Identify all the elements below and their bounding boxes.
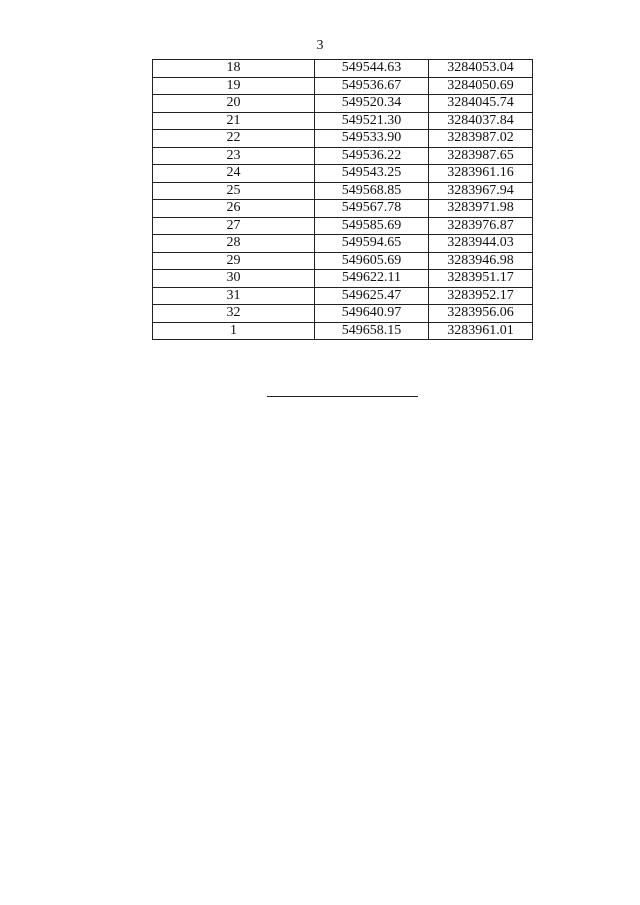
point-number-cell: 30 [153,270,315,288]
y-coordinate-cell: 3283987.02 [429,130,533,148]
table-row [153,217,533,235]
y-coordinate-cell: 3283987.65 [429,147,533,165]
table-row [153,270,533,288]
point-number-cell: 27 [153,217,315,235]
coordinates-table [152,59,533,340]
x-coordinate-cell: 549567.78 [315,200,429,218]
y-coordinate-cell: 3284037.84 [429,112,533,130]
table-row [153,322,533,340]
y-coordinate-cell: 3283961.01 [429,322,533,340]
x-coordinate-cell: 549605.69 [315,252,429,270]
point-number-cell: 24 [153,165,315,183]
x-coordinate-cell: 549568.85 [315,182,429,200]
point-number-cell: 26 [153,200,315,218]
y-coordinate-cell: 3283951.17 [429,270,533,288]
y-coordinate-cell: 3283946.98 [429,252,533,270]
x-coordinate-cell: 549533.90 [315,130,429,148]
table-row [153,112,533,130]
coordinates-table-body [153,60,533,340]
table-row [153,60,533,78]
y-coordinate-cell: 3283961.16 [429,165,533,183]
point-number-cell: 28 [153,235,315,253]
table-row [153,77,533,95]
table-row [153,287,533,305]
x-coordinate-cell: 549594.65 [315,235,429,253]
table-row [153,235,533,253]
y-coordinate-cell: 3283967.94 [429,182,533,200]
y-coordinate-cell: 3283956.06 [429,305,533,323]
y-coordinate-cell: 3283952.17 [429,287,533,305]
point-number-cell: 18 [153,60,315,78]
point-number-cell: 21 [153,112,315,130]
y-coordinate-cell: 3283976.87 [429,217,533,235]
x-coordinate-cell: 549543.25 [315,165,429,183]
table-row [153,147,533,165]
y-coordinate-cell: 3284045.74 [429,95,533,113]
x-coordinate-cell: 549658.15 [315,322,429,340]
point-number-cell: 29 [153,252,315,270]
table-row [153,182,533,200]
x-coordinate-cell: 549536.67 [315,77,429,95]
end-of-document-rule [267,396,418,397]
table-row [153,130,533,148]
table-row [153,95,533,113]
point-number-cell: 1 [153,322,315,340]
y-coordinate-cell: 3284053.04 [429,60,533,78]
page-number: 3 [316,38,324,53]
x-coordinate-cell: 549521.30 [315,112,429,130]
y-coordinate-cell: 3283971.98 [429,200,533,218]
x-coordinate-cell: 549544.63 [315,60,429,78]
y-coordinate-cell: 3284050.69 [429,77,533,95]
x-coordinate-cell: 549622.11 [315,270,429,288]
table-row [153,165,533,183]
point-number-cell: 19 [153,77,315,95]
x-coordinate-cell: 549585.69 [315,217,429,235]
x-coordinate-cell: 549520.34 [315,95,429,113]
x-coordinate-cell: 549625.47 [315,287,429,305]
point-number-cell: 20 [153,95,315,113]
table-row [153,200,533,218]
x-coordinate-cell: 549536.22 [315,147,429,165]
point-number-cell: 22 [153,130,315,148]
point-number-cell: 31 [153,287,315,305]
table-row [153,252,533,270]
table-row [153,305,533,323]
point-number-cell: 32 [153,305,315,323]
y-coordinate-cell: 3283944.03 [429,235,533,253]
point-number-cell: 23 [153,147,315,165]
x-coordinate-cell: 549640.97 [315,305,429,323]
point-number-cell: 25 [153,182,315,200]
